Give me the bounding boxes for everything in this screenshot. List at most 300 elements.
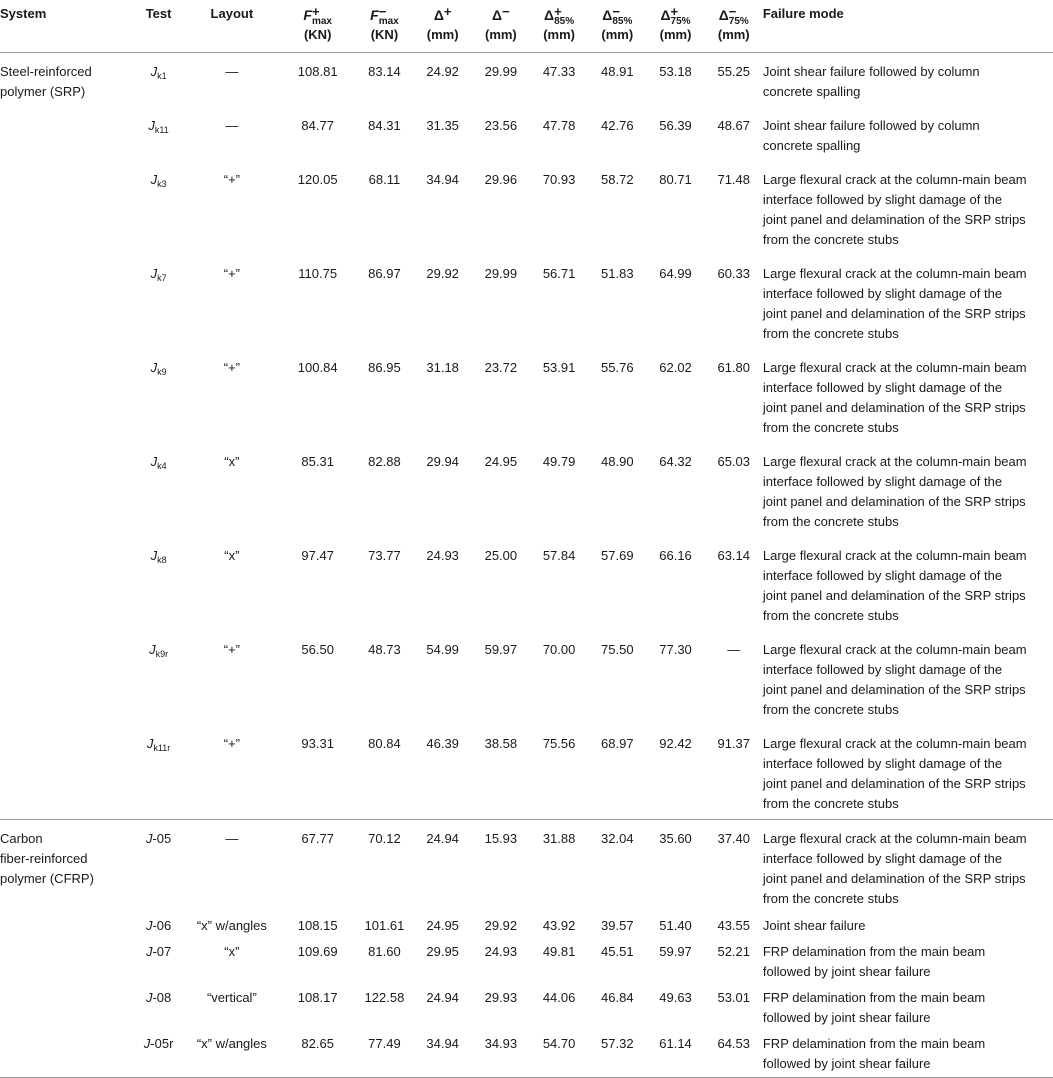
header-symbol-letter: Δ: [602, 7, 613, 23]
cell-delta-plus: 24.94: [426, 831, 459, 846]
cell-test: [134, 161, 184, 255]
cell-fmax-plus: 108.81: [297, 64, 338, 79]
cell-delta75-minus: 48.67: [717, 118, 751, 133]
cell-test: [134, 349, 184, 443]
failure-line: joint panel and delamination of the SRP strips: [762, 306, 1026, 321]
cell-system: [0, 161, 134, 255]
cell-delta85-minus: 58.72: [601, 172, 634, 187]
header-superscript: −: [612, 4, 620, 19]
cell-fmax-plus: 97.47: [301, 548, 334, 563]
failure-line: from the concrete stubs: [762, 702, 899, 717]
cell-test: [134, 443, 184, 537]
cell-fmax-plus: 85.31: [301, 454, 334, 469]
cell-delta-plus: 34.94: [414, 1031, 472, 1078]
failure-line: joint panel and delamination of the SRP strips: [762, 682, 1026, 697]
cell-delta75-minus: 55.25: [717, 64, 751, 79]
cell-fmax-minus: 86.95: [368, 360, 401, 375]
header-unit: (KN): [303, 27, 332, 42]
failure-line: Large flexural crack at the column-main beam: [762, 642, 1027, 657]
cell-failure-mode: [763, 725, 1053, 820]
cell-fmax-plus: 120.05: [297, 172, 338, 187]
cell-fmax-minus: 86.97: [368, 266, 401, 281]
cell-test: [134, 1031, 184, 1078]
test-letter: J: [150, 266, 158, 281]
failure-line: interface followed by slight damage of the: [762, 286, 1003, 301]
cell-delta-minus: 29.99: [484, 266, 518, 281]
cell-fmax-minus: 70.12: [368, 831, 401, 846]
cell-delta85-plus: 44.06: [542, 990, 576, 1005]
cell-delta-plus: 31.35: [426, 118, 459, 133]
failure-line: concrete spalling: [762, 138, 861, 153]
test-suffix: -08: [152, 990, 172, 1005]
failure-line: interface followed by slight damage of the: [762, 756, 1003, 771]
cell-delta85-minus: 55.76: [601, 360, 634, 375]
cell-delta85-plus: 43.92: [542, 918, 576, 933]
cell-layout: “+”: [223, 172, 240, 187]
test-subscript: k7: [157, 273, 167, 283]
cell-layout: “+”: [223, 266, 240, 281]
header-superscript: +: [443, 4, 452, 19]
table-row: [0, 939, 1053, 985]
header-failure-mode: Failure mode: [763, 0, 1053, 53]
failure-line: from the concrete stubs: [762, 796, 899, 811]
test-suffix: -06: [152, 918, 172, 933]
cell-delta75-plus: 64.99: [659, 266, 692, 281]
cell-test: [134, 939, 184, 985]
header-symbol: [660, 4, 691, 27]
cell-delta85-plus: 70.93: [542, 172, 576, 187]
system-line: Carbon: [0, 831, 43, 846]
failure-line: joint panel and delamination of the SRP strips: [762, 400, 1026, 415]
cell-system: [0, 985, 134, 1031]
cell-layout: —: [225, 118, 239, 133]
test-subscript: k3: [157, 179, 167, 189]
cell-delta75-minus: 52.21: [717, 944, 751, 959]
header-symbol: [370, 4, 399, 27]
cell-delta75-plus: 66.16: [659, 548, 692, 563]
test-letter: J: [150, 548, 158, 563]
cell-delta75-minus: 43.55: [717, 918, 751, 933]
header-delta-plus: [414, 0, 472, 53]
cell-delta85-plus: 49.79: [542, 454, 576, 469]
cell-system: [0, 53, 134, 108]
cell-test: [134, 725, 184, 820]
cell-delta85-minus: 68.97: [588, 725, 646, 820]
cell-delta85-plus: 47.33: [542, 64, 576, 79]
cell-delta-plus: 24.92: [426, 64, 459, 79]
failure-line: Large flexural crack at the column-main beam: [762, 736, 1027, 751]
header-superscript: −: [378, 4, 387, 19]
system-line: Steel-reinforced: [0, 64, 92, 79]
cell-delta85-minus: 57.69: [601, 548, 634, 563]
test-suffix: -05: [152, 831, 172, 846]
failure-line: interface followed by slight damage of the: [762, 380, 1003, 395]
header-row: [0, 0, 1053, 53]
header-symbol-letter: Δ: [544, 7, 555, 23]
cell-failure-mode: [763, 349, 1053, 443]
failure-line: Joint shear failure followed by column: [762, 118, 980, 133]
cell-delta-plus: 54.99: [426, 642, 459, 657]
header-superscript: +: [311, 4, 320, 19]
cell-delta75-minus: 71.48: [717, 172, 751, 187]
cell-failure-mode: [763, 820, 1053, 914]
cell-delta-minus: 23.56: [484, 118, 518, 133]
cell-fmax-minus: 73.77: [368, 548, 401, 563]
cell-test: [134, 537, 184, 631]
failure-line: followed by joint shear failure: [762, 964, 931, 979]
failure-line: Large flexural crack at the column-main beam: [762, 831, 1027, 846]
cell-delta-minus: 29.92: [484, 918, 518, 933]
cell-test: [134, 820, 184, 914]
failure-line: from the concrete stubs: [762, 514, 899, 529]
cell-delta85-plus: 56.71: [542, 266, 576, 281]
cell-system: [0, 939, 134, 985]
cell-delta75-minus: 37.40: [717, 831, 751, 846]
cell-layout: “x” w/angles: [184, 1031, 280, 1078]
cell-delta85-minus: 51.83: [601, 266, 634, 281]
cell-system: [0, 820, 134, 914]
cell-delta75-minus: 65.03: [717, 454, 751, 469]
cell-layout: “x”: [224, 944, 240, 959]
cell-fmax-minus: 81.60: [368, 944, 401, 959]
cell-fmax-plus: 109.69: [297, 944, 338, 959]
cell-system: [0, 349, 134, 443]
cell-delta-minus: 24.93: [484, 944, 518, 959]
cell-delta-plus: 29.92: [426, 266, 459, 281]
table-row: [0, 443, 1053, 537]
failure-line: joint panel and delamination of the SRP strips: [762, 494, 1026, 509]
cell-layout: “x”: [224, 454, 240, 469]
failure-line: interface followed by slight damage of the: [762, 662, 1003, 677]
cell-delta75-minus: 60.33: [717, 266, 751, 281]
cell-delta75-minus: 61.80: [717, 360, 751, 375]
cell-failure-mode: [763, 107, 1053, 161]
cell-delta75-minus: 91.37: [705, 725, 763, 820]
table-row: [0, 255, 1053, 349]
header-symbol-letter: Δ: [660, 7, 671, 23]
cell-layout: “x” w/angles: [196, 918, 267, 933]
cell-failure-mode: [763, 985, 1053, 1031]
failure-line: joint panel and delamination of the SRP strips: [762, 776, 1026, 791]
failure-line: joint panel and delamination of the SRP strips: [762, 588, 1026, 603]
failure-line: interface followed by slight damage of the: [762, 474, 1003, 489]
cell-test: [134, 985, 184, 1031]
failure-line: Joint shear failure followed by column: [762, 64, 980, 79]
cell-delta75-plus: 53.18: [659, 64, 692, 79]
test-subscript: k8: [157, 555, 167, 565]
table-row: [0, 631, 1053, 725]
cell-delta85-minus: 45.51: [601, 944, 634, 959]
table-body: [0, 53, 1053, 1078]
cell-failure-mode: [763, 631, 1053, 725]
cell-fmax-plus: 56.50: [301, 642, 334, 657]
test-letter: J: [145, 918, 153, 933]
test-subscript: k4: [157, 461, 167, 471]
failure-line: Large flexural crack at the column-main beam: [762, 360, 1027, 375]
cell-delta-plus: 24.94: [426, 990, 459, 1005]
test-letter: J: [145, 831, 153, 846]
test-letter: J: [150, 360, 158, 375]
table-row: [0, 161, 1053, 255]
cell-delta75-minus: —: [727, 642, 741, 657]
test-subscript: k11: [154, 125, 169, 135]
header-delta-minus: [472, 0, 530, 53]
cell-delta75-plus: 35.60: [659, 831, 692, 846]
test-letter: J: [150, 172, 158, 187]
cell-delta-plus: 46.39: [414, 725, 472, 820]
cell-test: [134, 107, 184, 161]
system-line: polymer (SRP): [0, 84, 86, 99]
header-subscript: 75%: [728, 16, 749, 27]
cell-delta75-plus: 56.39: [659, 118, 692, 133]
test-letter: J: [148, 118, 155, 133]
cell-system: [0, 913, 134, 939]
cell-layout: —: [225, 64, 239, 79]
failure-line: Large flexural crack at the column-main beam: [762, 266, 1027, 281]
cell-fmax-plus: 93.31: [280, 725, 355, 820]
failure-line: concrete spalling: [762, 84, 861, 99]
cell-failure-mode: [763, 1031, 1053, 1078]
cell-system: [0, 255, 134, 349]
cell-delta75-plus: 77.30: [659, 642, 692, 657]
cell-fmax-plus: 67.77: [301, 831, 334, 846]
cell-fmax-plus: 100.84: [297, 360, 338, 375]
failure-line: from the concrete stubs: [762, 891, 899, 906]
header-subscript: max: [378, 16, 399, 27]
cell-delta75-plus: 51.40: [659, 918, 692, 933]
cell-delta85-plus: 53.91: [542, 360, 576, 375]
system-line: fiber-reinforced: [0, 851, 88, 866]
header-unit: (KN): [370, 27, 399, 42]
failure-line: interface followed by slight damage of the: [762, 568, 1003, 583]
cell-delta75-minus: 63.14: [717, 548, 751, 563]
header-delta75-plus: [646, 0, 704, 53]
cell-delta-plus: 24.93: [426, 548, 459, 563]
test-subscript: k1: [157, 71, 167, 81]
cell-failure-mode: [763, 255, 1053, 349]
cell-system: [0, 537, 134, 631]
header-symbol-letter: Δ: [492, 7, 503, 23]
header-system: System: [0, 0, 134, 53]
header-symbol: [602, 4, 633, 27]
header-symbol: [433, 4, 452, 23]
cell-delta85-plus: 70.00: [542, 642, 576, 657]
test-letter: J: [149, 642, 156, 657]
cell-fmax-plus: 108.15: [297, 918, 338, 933]
cell-failure-mode: [763, 161, 1053, 255]
header-symbol-letter: F: [303, 7, 312, 23]
header-layout: Layout: [184, 0, 280, 53]
cell-fmax-plus: 82.65: [280, 1031, 355, 1078]
cell-delta85-minus: 57.32: [588, 1031, 646, 1078]
table-row: [0, 725, 1053, 820]
header-symbol-letter: F: [370, 7, 379, 23]
test-suffix: -07: [152, 944, 172, 959]
cell-layout: “vertical”: [206, 990, 257, 1005]
cell-delta-minus: 24.95: [484, 454, 518, 469]
failure-line: interface followed by slight damage of the: [762, 851, 1003, 866]
header-subscript: max: [311, 16, 332, 27]
cell-test: [134, 255, 184, 349]
cell-delta85-minus: 75.50: [601, 642, 634, 657]
cell-delta75-minus: 64.53: [705, 1031, 763, 1078]
cell-layout: “+”: [223, 642, 240, 657]
header-superscript: −: [502, 4, 510, 19]
cell-fmax-minus: 83.14: [368, 64, 401, 79]
test-subscript: k11r: [153, 743, 171, 753]
cell-delta-plus: 24.95: [426, 918, 459, 933]
cell-delta85-minus: 48.91: [601, 64, 634, 79]
cell-failure-mode: [763, 913, 1053, 939]
test-suffix: -05r: [150, 1036, 174, 1051]
failure-line: joint panel and delamination of the SRP strips: [762, 212, 1026, 227]
cell-delta85-plus: 31.88: [542, 831, 576, 846]
test-subscript: k9: [157, 367, 167, 377]
cell-delta-minus: 38.58: [472, 725, 530, 820]
failure-line: Large flexural crack at the column-main beam: [762, 548, 1027, 563]
test-letter: J: [150, 454, 158, 469]
system-line: polymer (CFRP): [0, 871, 94, 886]
cell-delta85-minus: 48.90: [601, 454, 634, 469]
header-superscript: −: [728, 4, 737, 19]
table-row: [0, 985, 1053, 1031]
cell-failure-mode: [763, 53, 1053, 108]
cell-fmax-plus: 84.77: [301, 118, 334, 133]
cell-delta75-plus: 80.71: [659, 172, 692, 187]
table-row: [0, 107, 1053, 161]
failure-line: followed by joint shear failure: [762, 1010, 931, 1025]
cell-system: [0, 725, 134, 820]
header-test: Test: [134, 0, 184, 53]
header-symbol: [492, 4, 510, 23]
failure-line: from the concrete stubs: [762, 420, 899, 435]
cell-layout: “+”: [184, 725, 280, 820]
cell-layout: —: [225, 831, 239, 846]
cell-test: [134, 53, 184, 108]
cell-fmax-minus: 80.84: [355, 725, 413, 820]
failure-line: FRP delamination from the main beam: [762, 944, 986, 959]
cell-delta85-plus: 47.78: [542, 118, 576, 133]
header-subscript: 75%: [670, 16, 691, 27]
cell-delta85-plus: 54.70: [530, 1031, 588, 1078]
cell-delta75-plus: 59.97: [659, 944, 692, 959]
cell-delta-minus: 34.93: [472, 1031, 530, 1078]
cell-delta-minus: 29.96: [484, 172, 518, 187]
failure-line: Joint shear failure: [762, 918, 866, 933]
cell-system: [0, 443, 134, 537]
test-letter: J: [150, 64, 158, 79]
cell-fmax-plus: 110.75: [298, 266, 338, 281]
failure-line: from the concrete stubs: [762, 326, 899, 341]
cell-delta75-plus: 62.02: [659, 360, 692, 375]
cell-layout: “x”: [224, 548, 240, 563]
header-symbol: [718, 4, 749, 27]
cell-failure-mode: [763, 443, 1053, 537]
test-letter: J: [145, 944, 153, 959]
cell-failure-mode: [763, 939, 1053, 985]
cell-delta85-minus: 39.57: [601, 918, 634, 933]
cell-delta-plus: 31.18: [426, 360, 459, 375]
failure-line: joint panel and delamination of the SRP strips: [762, 871, 1026, 886]
cell-test: [134, 913, 184, 939]
header-subscript: 85%: [554, 16, 575, 27]
cell-delta85-minus: 46.84: [601, 990, 634, 1005]
header-superscript: +: [554, 4, 562, 19]
failure-line: Large flexural crack at the column-main beam: [762, 454, 1027, 469]
header-subscript: 85%: [612, 16, 633, 27]
cell-delta-plus: 34.94: [426, 172, 459, 187]
header-symbol-letter: Δ: [718, 7, 729, 23]
cell-delta75-plus: 61.14: [646, 1031, 704, 1078]
header-symbol: [544, 4, 575, 27]
cell-delta85-plus: 75.56: [530, 725, 588, 820]
cell-failure-mode: [763, 537, 1053, 631]
failure-line: Large flexural crack at the column-main beam: [762, 172, 1027, 187]
cell-system: [0, 631, 134, 725]
header-unit: (mm): [659, 27, 692, 42]
header-delta85-plus: [530, 0, 588, 53]
failure-line: followed by joint shear failure: [762, 1056, 931, 1071]
failure-line: from the concrete stubs: [762, 608, 899, 623]
cell-delta85-minus: 42.76: [601, 118, 634, 133]
cell-delta75-minus: 53.01: [717, 990, 751, 1005]
test-subscript: k9r: [155, 649, 169, 659]
header-unit: (mm): [543, 27, 575, 42]
failure-line: from the concrete stubs: [762, 232, 899, 247]
failure-line: FRP delamination from the main beam: [762, 990, 986, 1005]
cell-delta75-plus: 92.42: [646, 725, 704, 820]
table-row: [0, 349, 1053, 443]
cell-delta-minus: 23.72: [484, 360, 518, 375]
cell-delta-minus: 25.00: [484, 548, 518, 563]
header-unit: (mm): [717, 27, 750, 42]
table-row: [0, 53, 1053, 108]
test-letter: J: [143, 1036, 151, 1051]
cell-delta-minus: 59.97: [484, 642, 518, 657]
header-unit: (mm): [426, 27, 459, 42]
header-delta75-minus: [705, 0, 763, 53]
table-row: [0, 913, 1053, 939]
cell-fmax-plus: 108.17: [297, 990, 338, 1005]
cell-delta-plus: 29.94: [426, 454, 459, 469]
failure-line: FRP delamination from the main beam: [762, 1036, 986, 1051]
header-unit: (mm): [601, 27, 634, 42]
cell-system: [0, 107, 134, 161]
cell-fmax-minus: 84.31: [368, 118, 401, 133]
header-unit: (mm): [484, 27, 517, 42]
cell-delta85-minus: 32.04: [601, 831, 634, 846]
header-delta85-minus: [588, 0, 646, 53]
header-superscript: +: [670, 4, 679, 19]
cell-delta75-plus: 64.32: [659, 454, 692, 469]
header-symbol-letter: Δ: [433, 7, 444, 23]
table-row: [0, 1031, 1053, 1078]
cell-delta75-plus: 49.63: [659, 990, 692, 1005]
cell-fmax-minus: 48.73: [368, 642, 401, 657]
cell-fmax-minus: 68.11: [368, 172, 401, 187]
failure-line: interface followed by slight damage of the: [762, 192, 1003, 207]
cell-delta-minus: 15.93: [484, 831, 518, 846]
cell-delta-plus: 29.95: [426, 944, 459, 959]
table-row: [0, 820, 1053, 914]
header-fmax-minus: [355, 0, 413, 53]
cell-fmax-minus: 77.49: [355, 1031, 413, 1078]
cell-delta-minus: 29.99: [484, 64, 518, 79]
cell-system: [0, 1031, 134, 1078]
cell-layout: “+”: [223, 360, 240, 375]
cell-fmax-minus: 101.61: [364, 918, 405, 933]
test-letter: J: [146, 736, 154, 751]
